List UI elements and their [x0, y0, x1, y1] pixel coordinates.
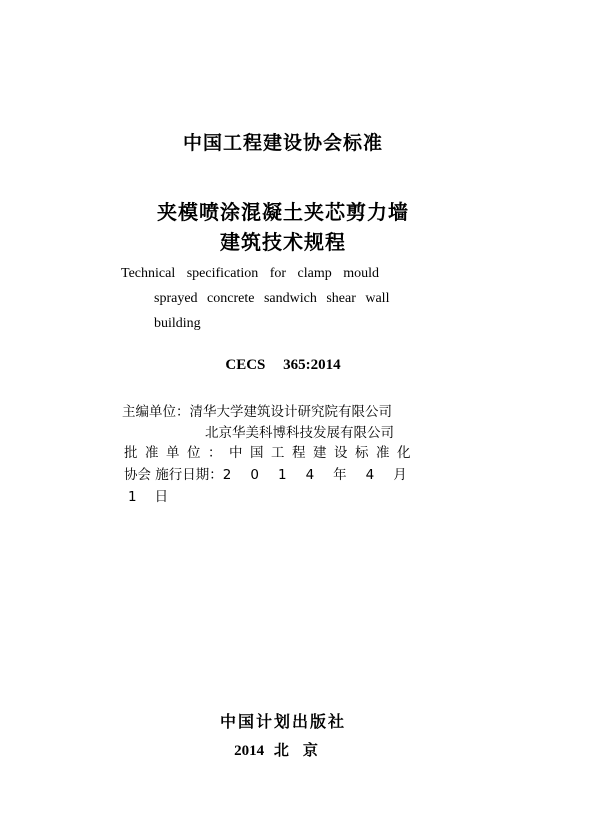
english-title-line-3: building [154, 316, 201, 331]
title-line-2: 建筑技术规程 [220, 230, 346, 254]
approval-line-2 [124, 463, 426, 483]
publisher: 中国计划出版社 [219, 712, 346, 731]
effective-date: 2014年4月 [222, 467, 426, 483]
english-title-line-1: Technical specification for clamp mould [121, 266, 380, 281]
effective-date-label: 施行日期： [155, 467, 223, 483]
editor-org-1: 清华大学建筑设计研究院有限公司 [189, 404, 392, 420]
approval-org-suffix: 协会 [124, 467, 151, 483]
title-line-1: 夹模喷涂混凝土夹芯剪力墙 [157, 200, 409, 224]
imprint-year: 2014 [234, 743, 265, 759]
editors-label: 主编单位： [122, 404, 190, 420]
approval-line-1: 批准单位：中国工程建设标准化 [124, 445, 418, 461]
editors-line [122, 400, 392, 420]
standard-code: CECS 365:2014 [225, 357, 341, 373]
imprint-city: 北京 [273, 743, 332, 759]
editor-org-2: 北京华美科博科技发展有限公司 [205, 425, 394, 441]
standard-body: 中国工程建设协会标准 [182, 132, 383, 154]
imprint [0, 739, 566, 760]
approval-line-3: 1日 [128, 489, 187, 505]
english-title-line-2: sprayed concrete sandwich shear wall [154, 291, 390, 306]
